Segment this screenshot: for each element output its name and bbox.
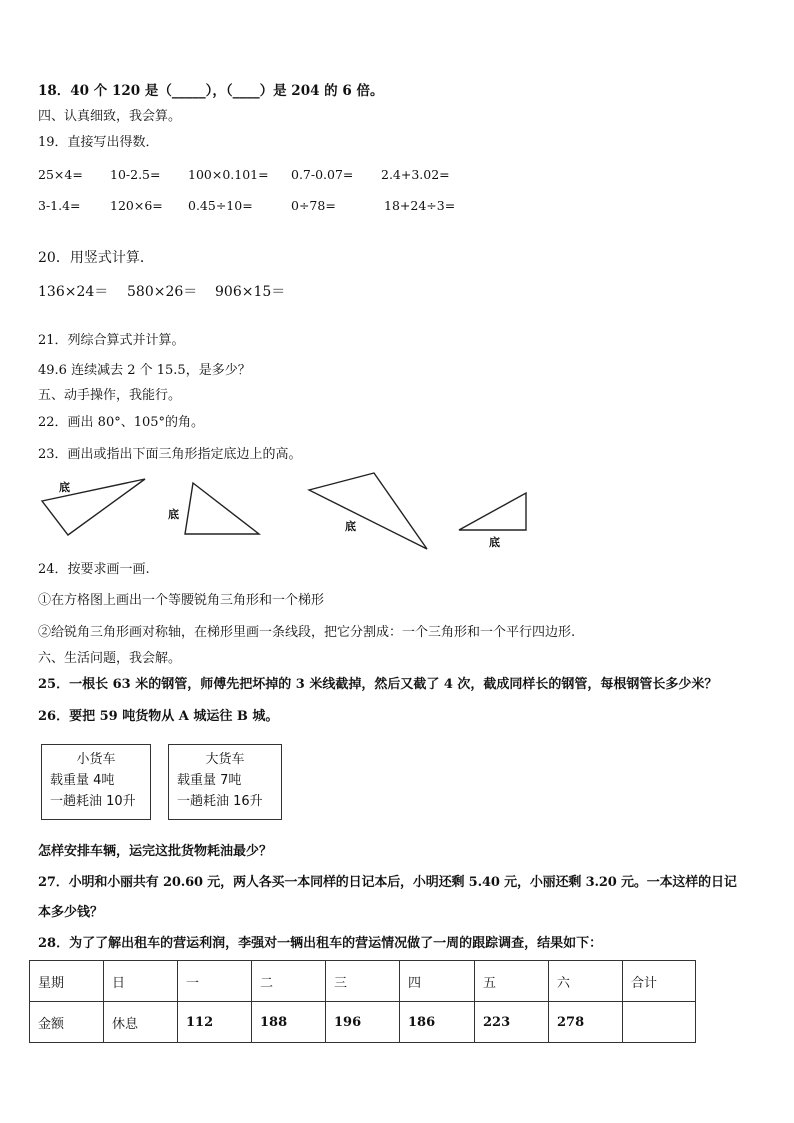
question-27-line-2: 本多少钱？ <box>38 905 104 920</box>
table-cell: 196 <box>326 1002 400 1043</box>
big-truck-card <box>168 744 282 820</box>
q19-expr: 100×0.101= <box>188 167 269 182</box>
table-cell: 188 <box>252 1002 326 1043</box>
question-24-item-1: ①在方格图上画出一个等腰锐角三角形和一个梯形 <box>38 593 325 608</box>
table-header-cell: 合计 <box>623 961 696 1002</box>
q19-expr: 0.7-0.07= <box>291 167 354 182</box>
table-cell: 金额 <box>30 1002 104 1043</box>
triangle-1 <box>42 479 145 535</box>
table-cell: 112 <box>178 1002 252 1043</box>
section-5-heading: 五、动手操作，我能行。 <box>38 388 182 403</box>
triangles-figure <box>0 0 794 560</box>
question-22: 22．画出 80°、105°的角。 <box>38 415 205 430</box>
q19-expr: 120×6= <box>110 198 163 213</box>
triangle-4-base-label: 底 <box>489 536 500 549</box>
question-18: 18．40 个 120 是（_____），（____）是 204 的 6 倍。 <box>38 83 384 99</box>
q19-expr: 25×4= <box>38 167 83 182</box>
table-header-cell: 日 <box>104 961 178 1002</box>
question-28-title: 28．为了了解出租车的营运利润，李强对一辆出租车的营运情况做了一周的跟踪调查，结果如下： <box>38 936 603 951</box>
section-4-heading: 四、认真细致，我会算。 <box>38 109 182 124</box>
table-header-cell: 星期 <box>30 961 104 1002</box>
table-cell: 休息 <box>104 1002 178 1043</box>
question-21-text: 49.6 连续减去 2 个 15.5，是多少？ <box>38 363 251 378</box>
question-26-question: 怎样安排车辆，运完这批货物耗油最少？ <box>38 844 273 859</box>
triangle-2-base-label: 底 <box>168 508 179 521</box>
income-table <box>29 960 696 1043</box>
question-21-title: 21．列综合算式并计算。 <box>38 333 185 348</box>
table-header-cell: 四 <box>400 961 475 1002</box>
q19-expr: 10-2.5= <box>110 167 161 182</box>
small-truck-load: 载重量 4吨 <box>50 773 115 788</box>
question-27-line-1: 27．小明和小丽共有 20.60 元，两人各买一本同样的日记本后，小明还剩 5.40 元，小丽还剩 3.20 元。一本这样的日记 <box>38 875 737 890</box>
table-cell: 223 <box>475 1002 549 1043</box>
triangle-3-base-label: 底 <box>345 520 356 533</box>
table-cell-total[interactable] <box>623 1002 696 1043</box>
small-truck-card <box>41 744 151 820</box>
q20-expr: 136×24＝ <box>38 284 109 300</box>
table-cell: 278 <box>549 1002 623 1043</box>
triangle-4 <box>459 493 526 549</box>
question-24-item-2: ②给锐角三角形画对称轴，在梯形里画一条线段，把它分割成：一个三角形和一个平行四边形. <box>38 625 576 640</box>
table-header-cell: 三 <box>326 961 400 1002</box>
question-25: 25．一根长 63 米的钢管，师傅先把坏掉的 3 米线截掉，然后又截了 4 次，截成同样长的钢管，每根钢管长多少米？ <box>38 677 718 692</box>
question-26-title: 26．要把 59 吨货物从 A 城运往 B 城。 <box>38 709 279 724</box>
question-23-title: 23．画出或指出下面三角形指定底边上的高。 <box>38 447 302 462</box>
question-24-title: 24．按要求画一画. <box>38 562 150 577</box>
big-truck-name: 大货车 <box>205 752 245 767</box>
big-truck-fuel: 一趟耗油 16升 <box>177 794 263 809</box>
table-header-cell: 一 <box>178 961 252 1002</box>
q20-expr: 580×26＝ <box>127 284 198 300</box>
question-19-title: 19．直接写出得数． <box>38 135 159 150</box>
q20-expr: 906×15＝ <box>215 284 286 300</box>
table-row <box>30 961 696 1002</box>
table-row <box>30 1002 696 1043</box>
q19-expr: 3-1.4= <box>38 198 81 213</box>
q19-expr: 0.45÷10= <box>188 198 253 213</box>
triangle-3 <box>309 473 427 549</box>
table-header-cell: 五 <box>475 961 549 1002</box>
table-cell: 186 <box>400 1002 475 1043</box>
q19-expr: 0÷78= <box>291 198 336 213</box>
small-truck-fuel: 一趟耗油 10升 <box>50 794 136 809</box>
small-truck-name: 小货车 <box>76 752 116 767</box>
table-header-cell: 二 <box>252 961 326 1002</box>
table-header-cell: 六 <box>549 961 623 1002</box>
section-6-heading: 六、生活问题，我会解。 <box>38 651 182 666</box>
q19-expr: 2.4+3.02= <box>381 167 450 182</box>
triangle-1-base-label: 底 <box>59 481 70 494</box>
question-20-title: 20．用竖式计算． <box>38 250 154 266</box>
big-truck-load: 载重量 7吨 <box>177 773 242 788</box>
q19-expr: 18+24÷3= <box>384 198 456 213</box>
triangle-2 <box>168 483 259 534</box>
